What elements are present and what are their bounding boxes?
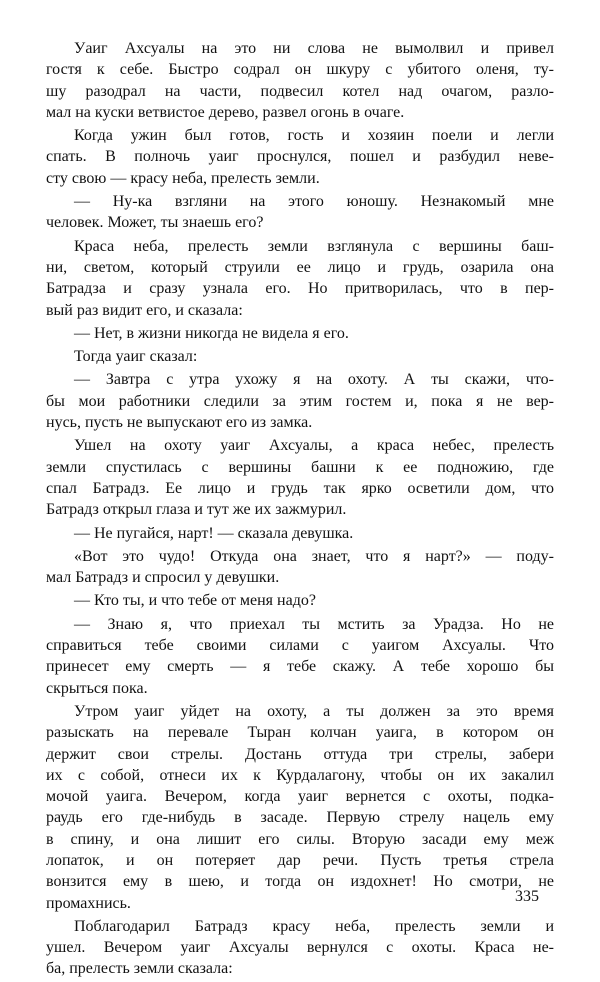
text-line: справиться тебе своими силами с уаигом Ахсуалы. Что	[46, 637, 554, 655]
text-line: держит свои стрелы. Достань оттуда три стрелы, забери	[46, 745, 554, 763]
text-line: нусь, пусть не выпускают его из замка.	[46, 414, 313, 432]
text-line: «Вот это чудо! Откуда она знает, что я нарт?» — поду-	[74, 547, 554, 565]
text-line: земли спустилась с вершины башни к ее подножию, где	[46, 458, 554, 476]
text-line: раудь его где-нибудь в засаде. Первую стрелу нацель ему	[46, 809, 554, 827]
text-line: бы мои работники следили за этим гостем и, пока я не вер-	[46, 392, 554, 410]
text-line: ни, светом, который струили ее лицо и грудь, озарила она	[46, 258, 554, 276]
text-line: — Знаю я, что приехал ты мстить за Урадза. Но не	[74, 615, 554, 633]
text-line: шу разодрал на части, подвесил котел над очагом, разло-	[46, 82, 554, 100]
text-line: — Кто ты, и что тебе от меня надо?	[74, 592, 316, 610]
text-line: мочой уаига. Вечером, когда уаиг вернется с охоты, подка-	[46, 788, 554, 806]
text-line: вонзится ему в шею, и тогда он издохнет! Но смотри, не	[46, 873, 554, 891]
text-line: принесет ему смерть — я тебе скажу. А тебе хорошо бы	[46, 658, 554, 676]
text-line: — Нет, в жизни никогда не видела я его.	[74, 324, 349, 342]
text-line: Ушел на охоту уаиг Ахсуалы, а краса небес, прелесть	[74, 437, 554, 455]
text-line: спал Батрадз. Ее лицо и грудь так ярко осветили дом, что	[46, 479, 554, 497]
paragraph	[46, 191, 554, 234]
paragraph	[46, 916, 554, 980]
text-line: мал на куски ветвистое дерево, развел огонь в очаге.	[46, 103, 405, 121]
paragraph	[46, 38, 554, 123]
text-line: — Завтра с утра ухожу я на охоту. А ты скажи, что-	[74, 371, 554, 389]
text-line: гостя к себе. Быстро содрал он шкуру с убитого оленя, ту-	[46, 61, 554, 79]
text-line: спать. В полночь уаиг проснулся, пошел и разбудил неве-	[46, 148, 554, 166]
paragraph	[46, 236, 554, 321]
paragraph	[46, 346, 554, 367]
paragraph	[46, 701, 554, 914]
text-line: Утром уаиг уйдет на охоту, а ты должен за это время	[74, 702, 554, 720]
text-line: сту свою — красу неба, прелесть земли.	[46, 169, 320, 187]
text-line: Тогда уаиг сказал:	[74, 348, 198, 366]
text-line: Поблагодарил Батрадз красу неба, прелесть земли и	[74, 917, 554, 935]
text-line: Батрадза и сразу узнала его. Но притворилась, что в пер-	[46, 280, 554, 298]
text-line: скрыться пока.	[46, 679, 148, 697]
text-line: мал Батрадз и спросил у девушки.	[46, 569, 280, 587]
text-line: их с собой, отнеси их к Курдалагону, чтобы он их закалил	[46, 766, 554, 784]
page-number: 335	[515, 888, 539, 905]
text-line: лопаток, и он потеряет дар речи. Пусть третья стрела	[46, 851, 554, 869]
paragraph	[46, 590, 554, 611]
text-line: Батрадз открыл глаза и тут же их зажмурил.	[46, 501, 347, 519]
text-line: — Ну-ка взгляни на этого юношу. Незнакомый мне	[74, 193, 554, 211]
text-line: в спину, и она лишит его силы. Вторую засади ему меж	[46, 830, 554, 848]
text-line: ушел. Вечером уаиг Ахсуалы вернулся с охоты. Краса не-	[46, 939, 554, 957]
paragraph	[46, 614, 554, 699]
paragraph	[46, 435, 554, 520]
text-line: промахнись.	[46, 894, 131, 912]
text-line: — Не пугайся, нарт! — сказала девушка.	[74, 524, 354, 542]
text-column	[46, 38, 554, 980]
paragraph	[46, 125, 554, 189]
text-line: Уаиг Ахсуалы на это ни слова не вымолвил и привел	[74, 40, 554, 57]
paragraph	[46, 369, 554, 433]
text-line: ба, прелесть земли сказала:	[46, 960, 233, 978]
paragraph	[46, 546, 554, 589]
text-line: человек. Может, ты знаешь его?	[46, 214, 264, 232]
paragraph	[46, 523, 554, 544]
text-line: Краса неба, прелесть земли взглянула с вершины баш-	[74, 237, 554, 255]
text-line: разыскать на перевале Тыран колчан уаига, в котором он	[46, 724, 554, 742]
paragraph	[46, 323, 554, 344]
text-line: Когда ужин был готов, гость и хозяин поели и легли	[74, 127, 554, 145]
page-body	[46, 38, 554, 982]
text-line: вый раз видит его, и сказала:	[46, 301, 243, 319]
